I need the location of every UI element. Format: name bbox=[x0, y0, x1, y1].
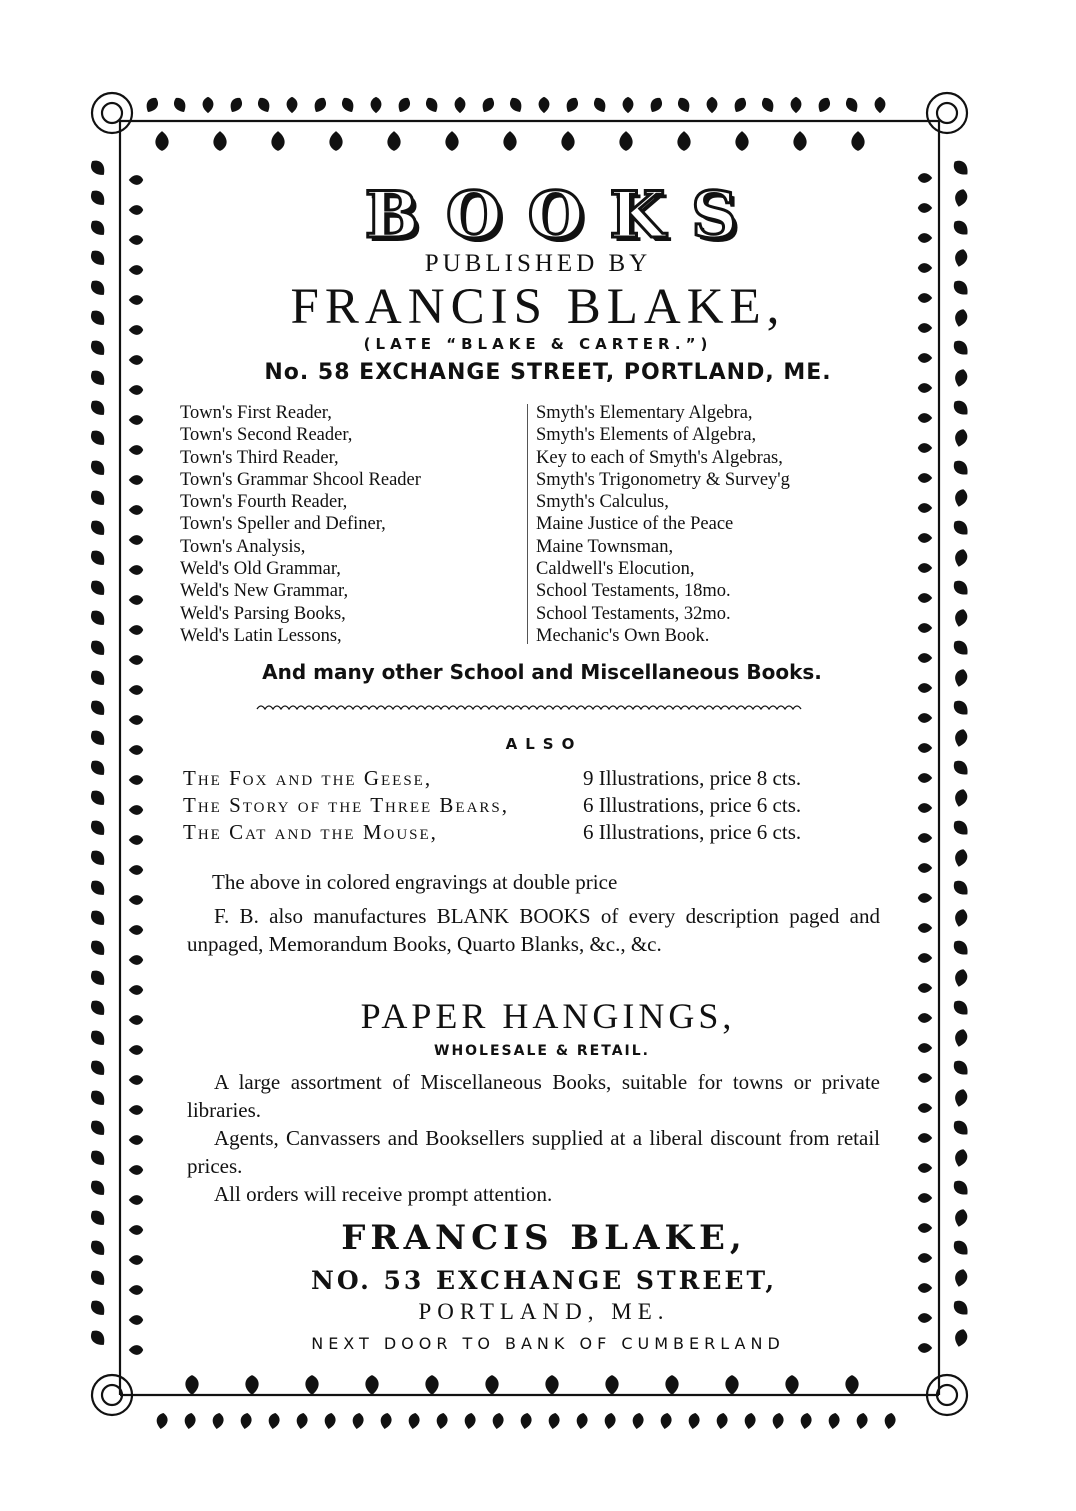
book-list-right bbox=[536, 402, 886, 647]
ivy-leaf bbox=[287, 97, 298, 113]
ivy-leaf bbox=[918, 623, 932, 633]
ivy-leaf bbox=[918, 533, 932, 543]
paper-hangings-heading: PAPER HANGINGS, bbox=[360, 996, 736, 1036]
ivy-leaf bbox=[561, 131, 574, 151]
ivy-leaf bbox=[619, 131, 632, 151]
ivy-leaf bbox=[623, 97, 634, 113]
ivy-leaf bbox=[875, 97, 886, 113]
ivy-leaf bbox=[423, 95, 440, 114]
book-title-item: School Testaments, 18mo. bbox=[536, 581, 731, 602]
ivy-leaf bbox=[129, 1165, 143, 1175]
ivy-leaf bbox=[129, 595, 143, 605]
ivy-leaf bbox=[255, 95, 272, 114]
ivy-leaf bbox=[129, 925, 143, 935]
ivy-leaf bbox=[507, 95, 524, 114]
ivy-leaf bbox=[88, 157, 109, 179]
ivy-leaf bbox=[918, 473, 932, 483]
ivy-leaf bbox=[88, 487, 109, 509]
ivy-leaf bbox=[950, 157, 971, 178]
many-other-books: And many other School and Miscellaneous Books. bbox=[262, 660, 822, 684]
illustration-price: 9 Illustrations, price 8 cts. bbox=[583, 766, 802, 790]
ivy-leaf bbox=[605, 1375, 618, 1395]
ivy-leaf bbox=[918, 683, 932, 693]
ivy-leaf bbox=[129, 955, 143, 965]
ivy-leaf bbox=[953, 428, 969, 449]
ivy-leaf bbox=[88, 1147, 109, 1169]
ivy-leaf bbox=[950, 517, 971, 538]
ivy-leaf bbox=[815, 95, 832, 114]
ivy-leaf bbox=[88, 787, 109, 809]
ivy-leaf bbox=[295, 1412, 308, 1430]
ivy-leaf bbox=[129, 505, 143, 515]
wavy-divider bbox=[255, 702, 803, 716]
ivy-leaf bbox=[129, 445, 143, 455]
ivy-leaf bbox=[687, 1412, 700, 1430]
ivy-leaf bbox=[677, 131, 690, 151]
ivy-leaf bbox=[371, 97, 382, 113]
ivy-leaf bbox=[129, 1105, 143, 1115]
publisher-address: No. 58 EXCHANGE STREET, PORTLAND, ME. bbox=[264, 360, 832, 385]
ivy-leaf bbox=[88, 877, 109, 899]
ivy-leaf bbox=[379, 1412, 392, 1430]
ivy-leaf bbox=[918, 773, 932, 783]
ivy-leaf bbox=[203, 97, 214, 113]
ivy-leaf bbox=[463, 1412, 476, 1430]
book-title-item: Caldwell's Elocution, bbox=[536, 559, 695, 580]
footer-location-note: NEXT DOOR TO BANK OF CUMBERLAND bbox=[311, 1334, 785, 1353]
ivy-leaf bbox=[950, 1057, 971, 1078]
ivy-leaf bbox=[918, 1133, 932, 1143]
ivy-leaf bbox=[329, 131, 342, 151]
ivy-leaf bbox=[88, 817, 109, 839]
ivy-leaf bbox=[855, 1412, 868, 1430]
ivy-leaf bbox=[785, 1375, 798, 1395]
ivy-leaf bbox=[918, 833, 932, 843]
ivy-leaf bbox=[211, 1412, 224, 1430]
ivy-leaf bbox=[88, 427, 109, 449]
ivy-leaf bbox=[129, 565, 143, 575]
book-title-item: Maine Townsman, bbox=[536, 536, 674, 557]
ivy-leaf bbox=[953, 1088, 969, 1109]
ivy-leaf bbox=[339, 95, 356, 114]
ivy-leaf bbox=[603, 1412, 616, 1430]
ivy-leaf bbox=[731, 95, 748, 114]
ivy-leaf bbox=[365, 1375, 378, 1395]
ivy-leaf bbox=[918, 593, 932, 603]
book-title-item: Smyth's Trigonometry & Survey'g bbox=[536, 469, 790, 490]
book-title-item: Smyth's Elementary Algebra, bbox=[536, 403, 753, 423]
illustrated-book-title: The Cat and the Mouse, bbox=[183, 820, 438, 844]
ivy-leaf bbox=[950, 1117, 971, 1138]
book-title-item: Mechanic's Own Book. bbox=[536, 625, 710, 646]
ivy-leaf bbox=[387, 131, 400, 151]
footer-address: NO. 53 EXCHANGE STREET, bbox=[310, 1266, 778, 1295]
ivy-leaf bbox=[950, 697, 971, 718]
ivy-leaf bbox=[950, 817, 971, 838]
ivy-leaf bbox=[88, 637, 109, 659]
ivy-leaf bbox=[213, 131, 226, 151]
illustration-price: 6 Illustrations, price 6 cts. bbox=[583, 820, 802, 844]
ivy-leaf bbox=[950, 1177, 971, 1198]
ivy-leaf bbox=[88, 1177, 109, 1199]
ivy-leaf bbox=[129, 625, 143, 635]
ivy-leaf bbox=[129, 805, 143, 815]
ivy-leaf bbox=[827, 1412, 840, 1430]
ivy-leaf bbox=[245, 1375, 258, 1395]
ivy-leaf bbox=[407, 1412, 420, 1430]
colored-engravings-note: The above in colored engravings at double price bbox=[212, 870, 618, 894]
ivy-leaf bbox=[271, 131, 284, 151]
ivy-leaf bbox=[950, 457, 971, 478]
ivy-leaf bbox=[953, 608, 969, 629]
illustrated-book-row bbox=[183, 820, 888, 848]
book-title-item: Maine Justice of the Peace bbox=[536, 514, 734, 535]
illustrated-book-row bbox=[183, 766, 888, 794]
ivy-leaf bbox=[171, 95, 188, 114]
ivy-leaf bbox=[88, 937, 109, 959]
ivy-leaf bbox=[88, 1087, 109, 1109]
ivy-leaf bbox=[715, 1412, 728, 1430]
ivy-leaf bbox=[143, 95, 160, 114]
ivy-leaf bbox=[267, 1412, 280, 1430]
ivy-leaf bbox=[843, 95, 860, 114]
ivy-leaf bbox=[155, 131, 168, 151]
ivy-leaf bbox=[88, 1057, 109, 1079]
ivy-leaf bbox=[155, 1412, 168, 1430]
ivy-leaf bbox=[918, 713, 932, 723]
ivy-leaf bbox=[918, 1163, 932, 1173]
ivy-leaf bbox=[950, 397, 971, 418]
ivy-leaf bbox=[129, 985, 143, 995]
publisher-name: FRANCIS BLAKE, bbox=[290, 279, 786, 335]
ivy-leaf bbox=[953, 548, 969, 569]
ivy-leaf bbox=[675, 95, 692, 114]
book-title-item: Town's Grammar Shcool Reader bbox=[180, 469, 421, 490]
ivy-leaf bbox=[88, 697, 109, 719]
ivy-leaf bbox=[918, 863, 932, 873]
book-title-item: Weld's Latin Lessons, bbox=[180, 625, 342, 646]
ivy-leaf bbox=[707, 97, 718, 113]
illustrated-book-title: The Fox and the Geese, bbox=[183, 766, 433, 790]
book-list-left bbox=[180, 402, 520, 647]
ivy-leaf bbox=[918, 923, 932, 933]
ivy-leaf bbox=[88, 397, 109, 419]
ivy-leaf bbox=[918, 563, 932, 573]
ivy-leaf bbox=[918, 503, 932, 513]
ivy-leaf bbox=[539, 97, 550, 113]
ivy-leaf bbox=[575, 1412, 588, 1430]
books-title: BOOKS bbox=[364, 178, 764, 253]
book-title-item: Weld's New Grammar, bbox=[180, 581, 349, 602]
ivy-leaf bbox=[665, 1375, 678, 1395]
ivy-leaf bbox=[953, 1148, 969, 1169]
book-title-item: Weld's Old Grammar, bbox=[180, 559, 341, 580]
book-title-item: Town's Fourth Reader, bbox=[180, 492, 348, 513]
ivy-leaf bbox=[227, 95, 244, 114]
ivy-leaf bbox=[950, 757, 971, 778]
ivy-leaf bbox=[88, 517, 109, 539]
ivy-leaf bbox=[591, 95, 608, 114]
ivy-leaf bbox=[239, 1412, 252, 1430]
ivy-leaf bbox=[953, 908, 969, 929]
ivy-leaf bbox=[918, 983, 932, 993]
ivy-leaf bbox=[918, 1193, 932, 1203]
ivy-leaf bbox=[563, 95, 580, 114]
column-divider bbox=[527, 404, 528, 644]
ivy-leaf bbox=[918, 413, 932, 423]
ivy-leaf bbox=[519, 1412, 532, 1430]
ivy-leaf bbox=[918, 1073, 932, 1083]
ivy-leaf bbox=[953, 488, 969, 509]
footer-city: PORTLAND, ME. bbox=[418, 1299, 670, 1324]
ivy-leaf bbox=[129, 475, 143, 485]
ivy-leaf bbox=[953, 788, 969, 809]
ivy-leaf bbox=[953, 968, 969, 989]
ivy-leaf bbox=[918, 953, 932, 963]
ivy-leaf bbox=[799, 1412, 812, 1430]
prompt-attention-note: All orders will receive prompt attention. bbox=[214, 1182, 553, 1206]
ivy-leaf bbox=[883, 1412, 896, 1430]
published-by-label: PUBLISHED BY bbox=[424, 250, 652, 277]
ivy-leaf bbox=[659, 1412, 672, 1430]
ivy-leaf bbox=[311, 95, 328, 114]
blank-books-note: F. B. also manufactures BLANK BOOKS of every description paged and unpaged, Memorandum Books, Quarto Blanks, &c., &c. bbox=[187, 904, 880, 956]
ivy-leaf bbox=[129, 835, 143, 845]
ivy-leaf bbox=[953, 848, 969, 869]
ivy-leaf bbox=[129, 775, 143, 785]
illustrated-book-row bbox=[183, 793, 888, 821]
ivy-leaf bbox=[88, 907, 109, 929]
also-heading: ALSO bbox=[505, 735, 583, 753]
book-title-item: Town's Analysis, bbox=[180, 536, 306, 557]
ivy-leaf bbox=[183, 1412, 196, 1430]
book-title-item: Town's First Reader, bbox=[180, 403, 332, 423]
ivy-leaf bbox=[735, 131, 748, 151]
ivy-leaf bbox=[845, 1375, 858, 1395]
book-title-item: Town's Second Reader, bbox=[180, 425, 353, 446]
former-firm-name: (LATE “BLAKE & CARTER.”) bbox=[363, 335, 713, 353]
ivy-leaf bbox=[88, 1117, 109, 1139]
book-title-item: Weld's Parsing Books, bbox=[180, 603, 346, 624]
book-title-item: Smyth's Elements of Algebra, bbox=[536, 425, 757, 446]
ivy-leaf bbox=[491, 1412, 504, 1430]
ivy-leaf bbox=[425, 1375, 438, 1395]
ivy-leaf bbox=[88, 577, 109, 599]
ivy-leaf bbox=[918, 1103, 932, 1113]
ivy-leaf bbox=[950, 937, 971, 958]
ivy-leaf bbox=[129, 1195, 143, 1205]
ivy-leaf bbox=[323, 1412, 336, 1430]
ivy-leaf bbox=[395, 95, 412, 114]
ivy-leaf bbox=[88, 757, 109, 779]
book-title-item: Town's Speller and Definer, bbox=[180, 514, 386, 535]
ivy-leaf bbox=[545, 1375, 558, 1395]
ivy-leaf bbox=[129, 1075, 143, 1085]
book-title-item: Key to each of Smyth's Algebras, bbox=[536, 447, 783, 468]
wholesale-retail-label: WHOLESALE & RETAIL. bbox=[434, 1043, 650, 1059]
illustrated-book-title: The Story of the Three Bears, bbox=[183, 793, 510, 817]
ivy-leaf bbox=[851, 131, 864, 151]
book-title-item: School Testaments, 32mo. bbox=[536, 603, 731, 624]
ivy-leaf bbox=[129, 715, 143, 725]
discount-note: Agents, Canvassers and Booksellers supplied at a liberal discount from retail prices. bbox=[187, 1126, 880, 1178]
ivy-leaf bbox=[771, 1412, 784, 1430]
ivy-leaf bbox=[631, 1412, 644, 1430]
ivy-leaf bbox=[918, 803, 932, 813]
ivy-leaf bbox=[88, 847, 109, 869]
illustration-price: 6 Illustrations, price 6 cts. bbox=[583, 793, 802, 817]
ivy-leaf bbox=[435, 1412, 448, 1430]
ivy-leaf bbox=[88, 607, 109, 629]
ivy-leaf bbox=[445, 131, 458, 151]
ivy-leaf bbox=[485, 1375, 498, 1395]
ivy-leaf bbox=[88, 967, 109, 989]
ivy-leaf bbox=[918, 893, 932, 903]
ivy-leaf bbox=[129, 685, 143, 695]
ivy-leaf bbox=[743, 1412, 756, 1430]
ivy-leaf bbox=[950, 877, 971, 898]
ivy-leaf bbox=[759, 95, 776, 114]
ivy-leaf bbox=[129, 865, 143, 875]
ivy-leaf bbox=[129, 415, 143, 425]
ivy-leaf bbox=[503, 131, 516, 151]
book-title-item: Smyth's Calculus, bbox=[536, 492, 669, 513]
assortment-note: A large assortment of Miscellaneous Books, suitable for towns or private libraries. bbox=[187, 1070, 880, 1122]
ivy-leaf bbox=[725, 1375, 738, 1395]
ivy-leaf bbox=[185, 1375, 198, 1395]
ivy-leaf bbox=[129, 535, 143, 545]
ivy-leaf bbox=[950, 637, 971, 658]
book-title-item: Town's Third Reader, bbox=[180, 447, 339, 468]
ivy-leaf bbox=[88, 457, 109, 479]
ivy-leaf bbox=[479, 95, 496, 114]
ivy-leaf bbox=[791, 97, 802, 113]
ivy-leaf bbox=[351, 1412, 364, 1430]
ivy-leaf bbox=[305, 1375, 318, 1395]
ivy-leaf bbox=[129, 1135, 143, 1145]
ivy-leaf bbox=[950, 577, 971, 598]
footer-publisher-name: FRANCIS BLAKE, bbox=[341, 1218, 747, 1258]
ivy-leaf bbox=[129, 895, 143, 905]
ivy-leaf bbox=[455, 97, 466, 113]
ivy-leaf bbox=[88, 547, 109, 569]
ivy-leaf bbox=[647, 95, 664, 114]
ivy-leaf bbox=[793, 131, 806, 151]
ivy-leaf bbox=[129, 385, 143, 395]
ivy-leaf bbox=[918, 443, 932, 453]
ivy-leaf bbox=[547, 1412, 560, 1430]
